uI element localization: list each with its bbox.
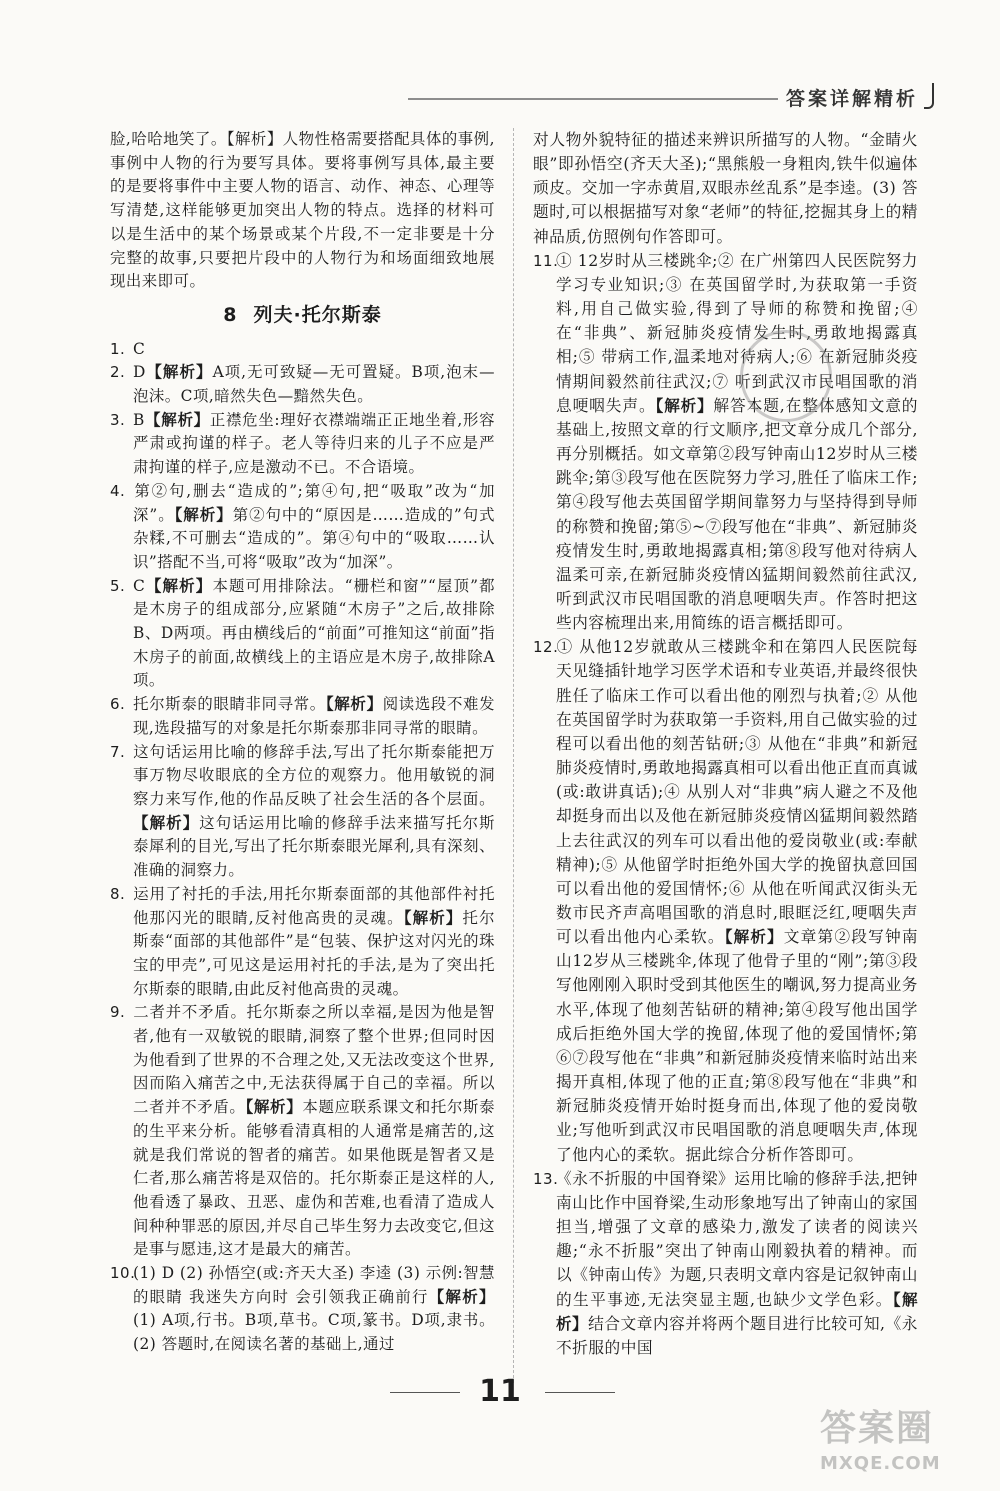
analysis-text: 这句话运用比喻的修辞手法来描写托尔斯泰犀利的目光,写出了托尔斯泰眼光犀利,具有深刻、准确的洞察力。	[133, 813, 495, 880]
watermark-url: MXQE.COM	[820, 1453, 941, 1474]
answer-number: 1.	[110, 339, 126, 358]
answer-item	[110, 361, 495, 408]
analysis-text: 阅读选段不难发现,选段描写的对象是托尔斯泰那非同寻常的眼睛。	[133, 695, 495, 737]
column-divider	[513, 128, 514, 1383]
analysis-text: (1) A项,行书。B项,草书。C项,篆书。D项,隶书。 (2) 答题时,在阅读名著的基础上,通过	[133, 1311, 495, 1354]
answer-text: 二者并不矛盾。托尔斯泰之所以幸福,是因为他是智者,他有一双敏锐的眼睛,洞察了整个世界;但同时因为他看到了世界的不合理之处,又无法改变这个世界,因而陷入痛苦之中,无法获得属于自己的幸福。所以二者并不矛盾。	[133, 1003, 495, 1117]
answer-text: 第②句,删去“造成的”;第④句,把“吸取”改为“加深”。	[133, 481, 495, 524]
analysis-tag: 【解析】	[724, 928, 784, 947]
answer-number: 11.	[533, 251, 559, 270]
answer-number: 5.	[110, 576, 126, 595]
analysis-tag: 【解析】	[428, 1287, 495, 1306]
answer-text: D	[133, 363, 146, 382]
answer-item	[110, 1001, 495, 1262]
answer-text: 托尔斯泰的眼睛非同寻常。	[133, 695, 326, 714]
answer-item	[110, 480, 495, 575]
analysis-tag: 【解析】	[556, 1290, 918, 1333]
page-number-rule-right	[545, 1392, 615, 1393]
answer-number: 9.	[110, 1003, 126, 1022]
analysis-text: 解答本题,在整体感知文意的基础上,按照文章的行文顺序,把文章分成几个部分,再分别概括。如文章第②段写钟南山12岁时从三楼跳伞;第③段写他在医院努力学习,胜任了临床工作;第④段写他去英国留学期间靠努力与坚持得到导师的称赞和挽留;第⑤~⑦段写他在“非典”、新冠肺炎疫情发生时,勇敢地揭露真相;第⑧段写他对待病人温柔可亲,在新冠肺炎疫情凶猛期间毅然前往武汉,听到武汉市民唱国歌的消息哽咽失声。作答时把这些内容梳理出来,用简练的语言概括即可。	[556, 395, 918, 633]
analysis-text: 本题可用排除法。“栅栏和窗”“屋顶”都是木房子的组成部分,应紧随“木房子”之后,故排除B、D两项。再由横线后的“前面”可推知这“前面”指木房子的前面,故横线上的主语应是木房子,故排除A项。	[133, 576, 495, 690]
section-heading	[110, 304, 495, 328]
answer-text: ① 从他12岁就敢从三楼跳伞和在第四人民医院每天见缝插针地学习医学术语和专业英语,并最终很快胜任了临床工作可以看出他的刚烈与执着;② 从他在英国留学时为获取第一手资料,用自己做实验的过程可以看出他的刻苦钻研;③ 从他在“非典”和新冠肺炎疫情时,勇敢地揭露真相可以看出他正直而真诚(或:敢讲真话);④ 从别人对“非典”病人避之不及他却挺身而出以及他在新冠肺炎疫情凶猛期间毅然踏上去往武汉的列车可以看出他的爱岗敬业(或:奉献精神);⑤ 从他留学时拒绝外国大学的挽留执意回国可以看出他的爱国情怀;⑥ 从他在听闻武汉街头无数市民齐声高唱国歌的消息时,眼眶泛红,哽咽失声可以看出他内心柔软。	[556, 637, 918, 947]
answer-item	[110, 338, 495, 362]
answer-text: 这句话运用比喻的修辞手法,写出了托尔斯泰能把万事万物尽收眼底的全方位的观察力。他用敏锐的洞察力来写作,他的作品反映了社会生活的各个层面。	[133, 742, 495, 808]
answer-text: ① 12岁时从三楼跳伞;② 在广州第四人民医院努力学习专业知识;③ 在英国留学时,为获取第一手资料,用自己做实验,得到了导师的称赞和挽留;④ 在“非典”、新冠肺炎疫情发生时,勇敢地揭露真相;⑤ 带病工作,温柔地对待病人;⑥ 在新冠肺炎疫情期间毅然前往武汉;⑦ 听到武汉市民唱国歌的消息哽咽失声。	[556, 250, 918, 415]
continuation-paragraph: 对人物外貌特征的描述来辨识所描写的人物。“金睛火眼”即孙悟空(齐天大圣);“黑熊般一身粗肉,铁牛似遍体顽皮。交加一字赤黄眉,双眼赤丝乱系”是李逵。(3) 答题时,可以根据描写对象“老师”的特征,挖掘其身上的精神品质,仿照例句作答即可。	[533, 130, 918, 246]
answer-text: B	[133, 410, 145, 429]
analysis-text: 结合文章内容并将两个题目进行比较可知,《永不折服的中国	[556, 1313, 918, 1357]
analysis-text: 托尔斯泰“面部的其他部件”是“包装、保护这对闪光的珠宝的甲壳”,可见这是运用衬托的手法,是为了突出托尔斯泰的眼睛,由此反衬他高贵的灵魂。	[133, 908, 495, 998]
section-title: 列夫·托尔斯泰	[253, 303, 382, 326]
answer-text: (1) D (2) 孙悟空(或:齐天大圣) 李逵 (3) 示例:智慧的眼睛 我迷失方向时 会引领我正确前行	[133, 1264, 495, 1306]
analysis-text: A项,无可致疑—无可置疑。B项,泡末—泡沫。C项,暗然失色—黯然失色。	[133, 363, 495, 406]
answer-text: 运用了衬托的手法,用托尔斯泰面部的其他部件衬托他那闪光的眼睛,反衬他高贵的灵魂。	[133, 884, 495, 927]
answer-text: C	[133, 339, 146, 358]
header-title: 答案详解精析	[786, 88, 919, 110]
analysis-tag: 【解析】	[245, 1098, 303, 1117]
watermark-logo: 答案圈	[820, 1408, 935, 1449]
analysis-text: 第②句中的“原因是……造成的”句式杂糅,不可删去“造成的”。第④句中的“吸取……认识”搭配不当,可将“吸取”改为“加深”。	[133, 505, 495, 571]
right-column	[533, 128, 918, 1360]
analysis-text: 文章第②段写钟南山12岁从三楼跳伞,体现了他骨子里的“刚”;第③段写他刚刚入职时受到其他医生的嘲讽,努力提高业务水平,体现了他刻苦钻研的精神;第④段写他出国学成后拒绝外国大学的挽留,体现了他的爱国情怀;第⑥⑦段写他在“非典”和新冠肺炎疫情来临时站出来揭开真相,体现了他的正直;第⑧段写他在“非典”和新冠肺炎疫情开始时挺身而出,体现了他的爱岗敬业;写他听到武汉市民唱国歌的消息哽咽失声,体现了他内心的柔软。据此综合分析作答即可。	[556, 927, 919, 1164]
analysis-tag: 【解析】	[655, 396, 714, 415]
right-answer-list	[533, 249, 918, 1360]
analysis-text: 本题应联系课文和托尔斯泰的生平来分析。能够看清真相的人通常是痛苦的,这就是我们常说的智者的痛苦。如果他既是智者又是仁者,那么痛苦将是双倍的。托尔斯泰正是这样的人,他看透了暴政、丑恶、虚伪和苦难,也看清了造成人间种种罪恶的原因,并尽自己毕生努力去改变它,但这是事与愿违,这才是最大的痛苦。	[133, 1098, 495, 1259]
answer-number: 6.	[110, 695, 126, 714]
analysis-text: 正襟危坐:理好衣襟端端正正地坐着,形容严肃或拘谨的样子。老人等待归来的儿子不应是严肃拘谨的样子,应是激动不已。不合语境。	[133, 410, 495, 477]
analysis-tag: 【解析】	[325, 695, 383, 714]
page-header	[0, 0, 1000, 120]
answer-number: 10.	[110, 1264, 136, 1283]
answer-item	[110, 883, 495, 1002]
answer-text: C	[133, 576, 146, 595]
answer-item	[533, 249, 918, 636]
answer-item	[110, 693, 495, 740]
answer-item	[533, 635, 918, 1166]
answer-number: 4.	[110, 481, 126, 500]
analysis-tag: 【解析】	[174, 505, 233, 524]
watermark	[820, 1400, 990, 1485]
left-answer-list	[110, 338, 495, 1357]
stamp-icon	[740, 330, 832, 422]
answer-text: 《永不折服的中国脊梁》运用比喻的修辞手法,把钟南山比作中国脊梁,生动形象地写出了钟南山的家国担当,增强了文章的感染力,激发了读者的阅读兴趣;“永不折服”突出了钟南山刚毅执着的精神。而以《钟南山传》为题,只表明文章内容是记叙钟南山的生平事迹,无法突显主题,也缺少文学色彩。	[556, 1168, 918, 1309]
answer-number: 3.	[110, 410, 126, 429]
analysis-tag: 【解析】	[403, 908, 463, 927]
analysis-tag: 【解析】	[133, 813, 200, 832]
page-number: 11	[479, 1374, 521, 1409]
answer-number: 2.	[110, 363, 126, 382]
answer-item	[110, 409, 495, 480]
analysis-tag: 【解析】	[144, 410, 210, 429]
answer-item	[110, 1262, 495, 1357]
answer-number: 13.	[533, 1169, 559, 1188]
header-rule	[408, 98, 778, 100]
analysis-tag: 【解析】	[145, 363, 213, 382]
intro-paragraph: 脸,哈哈地笑了。【解析】人物性格需要搭配具体的事例,事例中人物的行为要写具体。要将事例写具体,最主要的是要将事件中主要人物的语言、动作、神态、心理等写清楚,这样能够更加突出人物的特点。选择的材料可以是生活中的某个场景或某个片段,不一定非要是十分完整的故事,只要把片段中的人物行为和场面细致地展现出来即可。	[110, 130, 495, 291]
answer-number: 7.	[110, 742, 126, 761]
analysis-tag: 【解析】	[145, 576, 213, 595]
left-column	[110, 128, 495, 1357]
answer-number: 12.	[533, 638, 559, 657]
answer-number: 8.	[110, 884, 126, 903]
answer-item	[533, 1167, 918, 1360]
header-bracket-icon	[924, 83, 934, 109]
section-number: 8	[223, 303, 238, 326]
answer-item	[110, 741, 495, 883]
answer-item	[110, 575, 495, 694]
